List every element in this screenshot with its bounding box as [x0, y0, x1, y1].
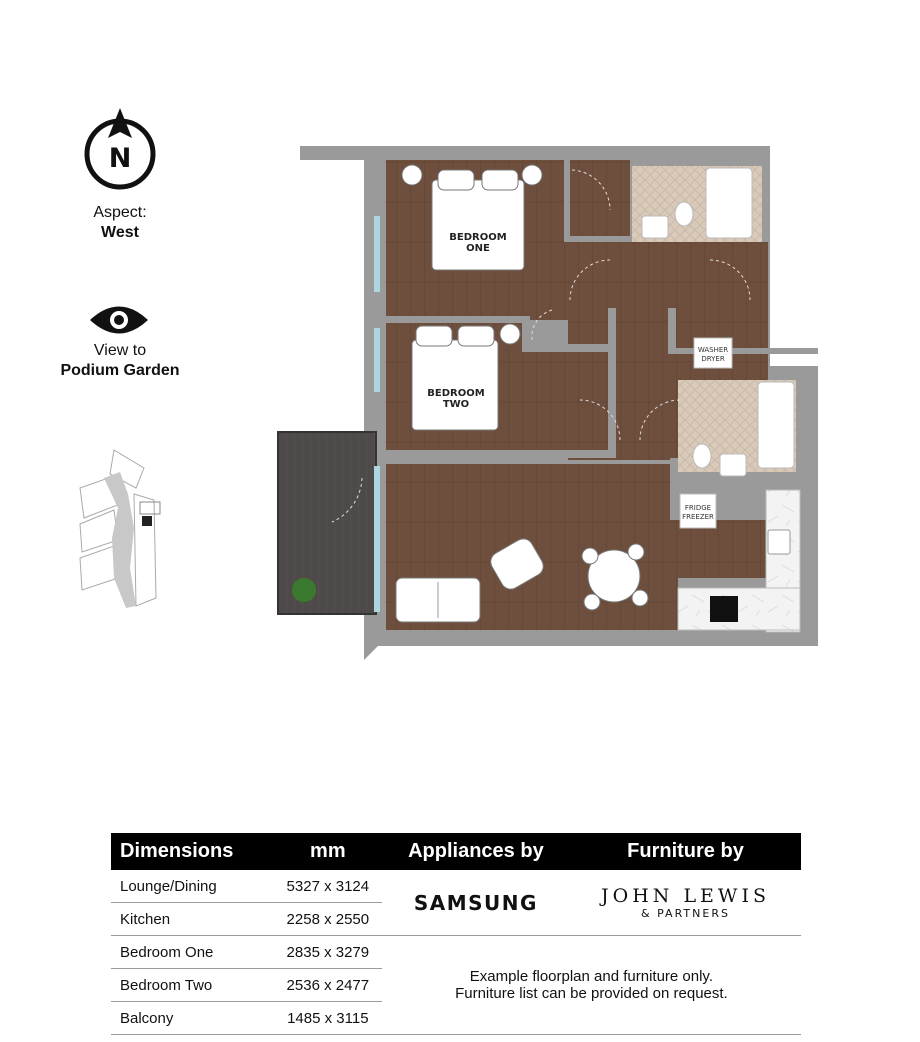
eye-icon	[88, 303, 150, 337]
disclaimer-note	[382, 936, 801, 1035]
john-lewis-partners: & PARTNERS	[641, 907, 730, 920]
appliances-header: Appliances by	[382, 833, 570, 870]
room-name: Bedroom Two	[111, 969, 274, 1002]
washer-dryer-label-1: WASHER	[697, 346, 729, 354]
furniture-header: Furniture by	[570, 833, 801, 870]
room-size: 5327 x 3124	[274, 870, 382, 903]
room-name: Kitchen	[111, 903, 274, 936]
fridge-freezer-label-1: FRIDGE	[684, 504, 712, 512]
room-name: Balcony	[111, 1002, 274, 1035]
balcony-glazing	[374, 466, 380, 612]
compass-north-icon	[80, 106, 160, 192]
disclaimer-line-1: Example floorplan and furniture only.	[469, 968, 713, 985]
bedroom-two-bed	[412, 340, 498, 430]
aspect-label: Aspect:	[93, 204, 147, 221]
kitchen-worktop-base	[678, 588, 800, 630]
ensuite-basin	[642, 216, 668, 238]
room-name: Bedroom One	[111, 936, 274, 969]
compass-north-label: N	[108, 143, 132, 174]
room-size: 2835 x 3279	[274, 936, 382, 969]
ensuite-toilet	[675, 202, 693, 226]
bedroom-two-label-2: TWO	[442, 399, 470, 410]
table-header-row	[111, 833, 801, 870]
dimensions-header: Dimensions	[111, 833, 274, 870]
bedroom-one-label-2: ONE	[466, 243, 490, 254]
mm-header: mm	[274, 833, 382, 870]
main-toilet	[693, 444, 711, 468]
appliances-brand-cell	[382, 870, 570, 936]
washer-dryer-label-2: DRYER	[701, 355, 725, 363]
disclaimer-line-2: Furniture list can be provided on request.	[455, 985, 728, 1002]
john-lewis-logo: JOHN LEWIS	[601, 885, 770, 907]
room-name: Lounge/Dining	[111, 870, 274, 903]
bedroom-one-bed	[432, 180, 524, 270]
furniture-brand-cell	[570, 870, 801, 936]
room-size: 1485 x 3115	[274, 1002, 382, 1035]
fridge-freezer-label-2: FREEZER	[682, 513, 714, 521]
samsung-logo: SAMSUNG	[413, 890, 538, 915]
site-key-plan	[74, 448, 170, 614]
aspect-value: West	[101, 224, 139, 241]
hob	[710, 596, 738, 622]
view-caption	[40, 341, 200, 381]
table-row	[111, 936, 801, 969]
room-size: 2536 x 2477	[274, 969, 382, 1002]
main-basin	[720, 454, 746, 476]
table-row	[111, 870, 801, 903]
wardrobe-floor	[526, 350, 614, 450]
bedroom-one-window	[374, 216, 380, 292]
view-label: View to	[93, 342, 147, 359]
kitchen-floor	[678, 520, 766, 578]
kitchen-sink	[768, 530, 790, 554]
bedroom-two-window	[374, 328, 380, 392]
view-value: Podium Garden	[60, 362, 180, 379]
bedroom-one-label-1: BEDROOM	[449, 232, 507, 243]
aspect-caption	[60, 203, 180, 243]
plant-icon	[292, 578, 316, 602]
dimensions-table	[111, 833, 801, 1035]
floorplan	[270, 140, 830, 665]
main-bath	[758, 382, 794, 468]
ensuite-bath	[706, 168, 752, 238]
bedroom-two-label-1: BEDROOM	[427, 388, 485, 399]
room-size: 2258 x 2550	[274, 903, 382, 936]
